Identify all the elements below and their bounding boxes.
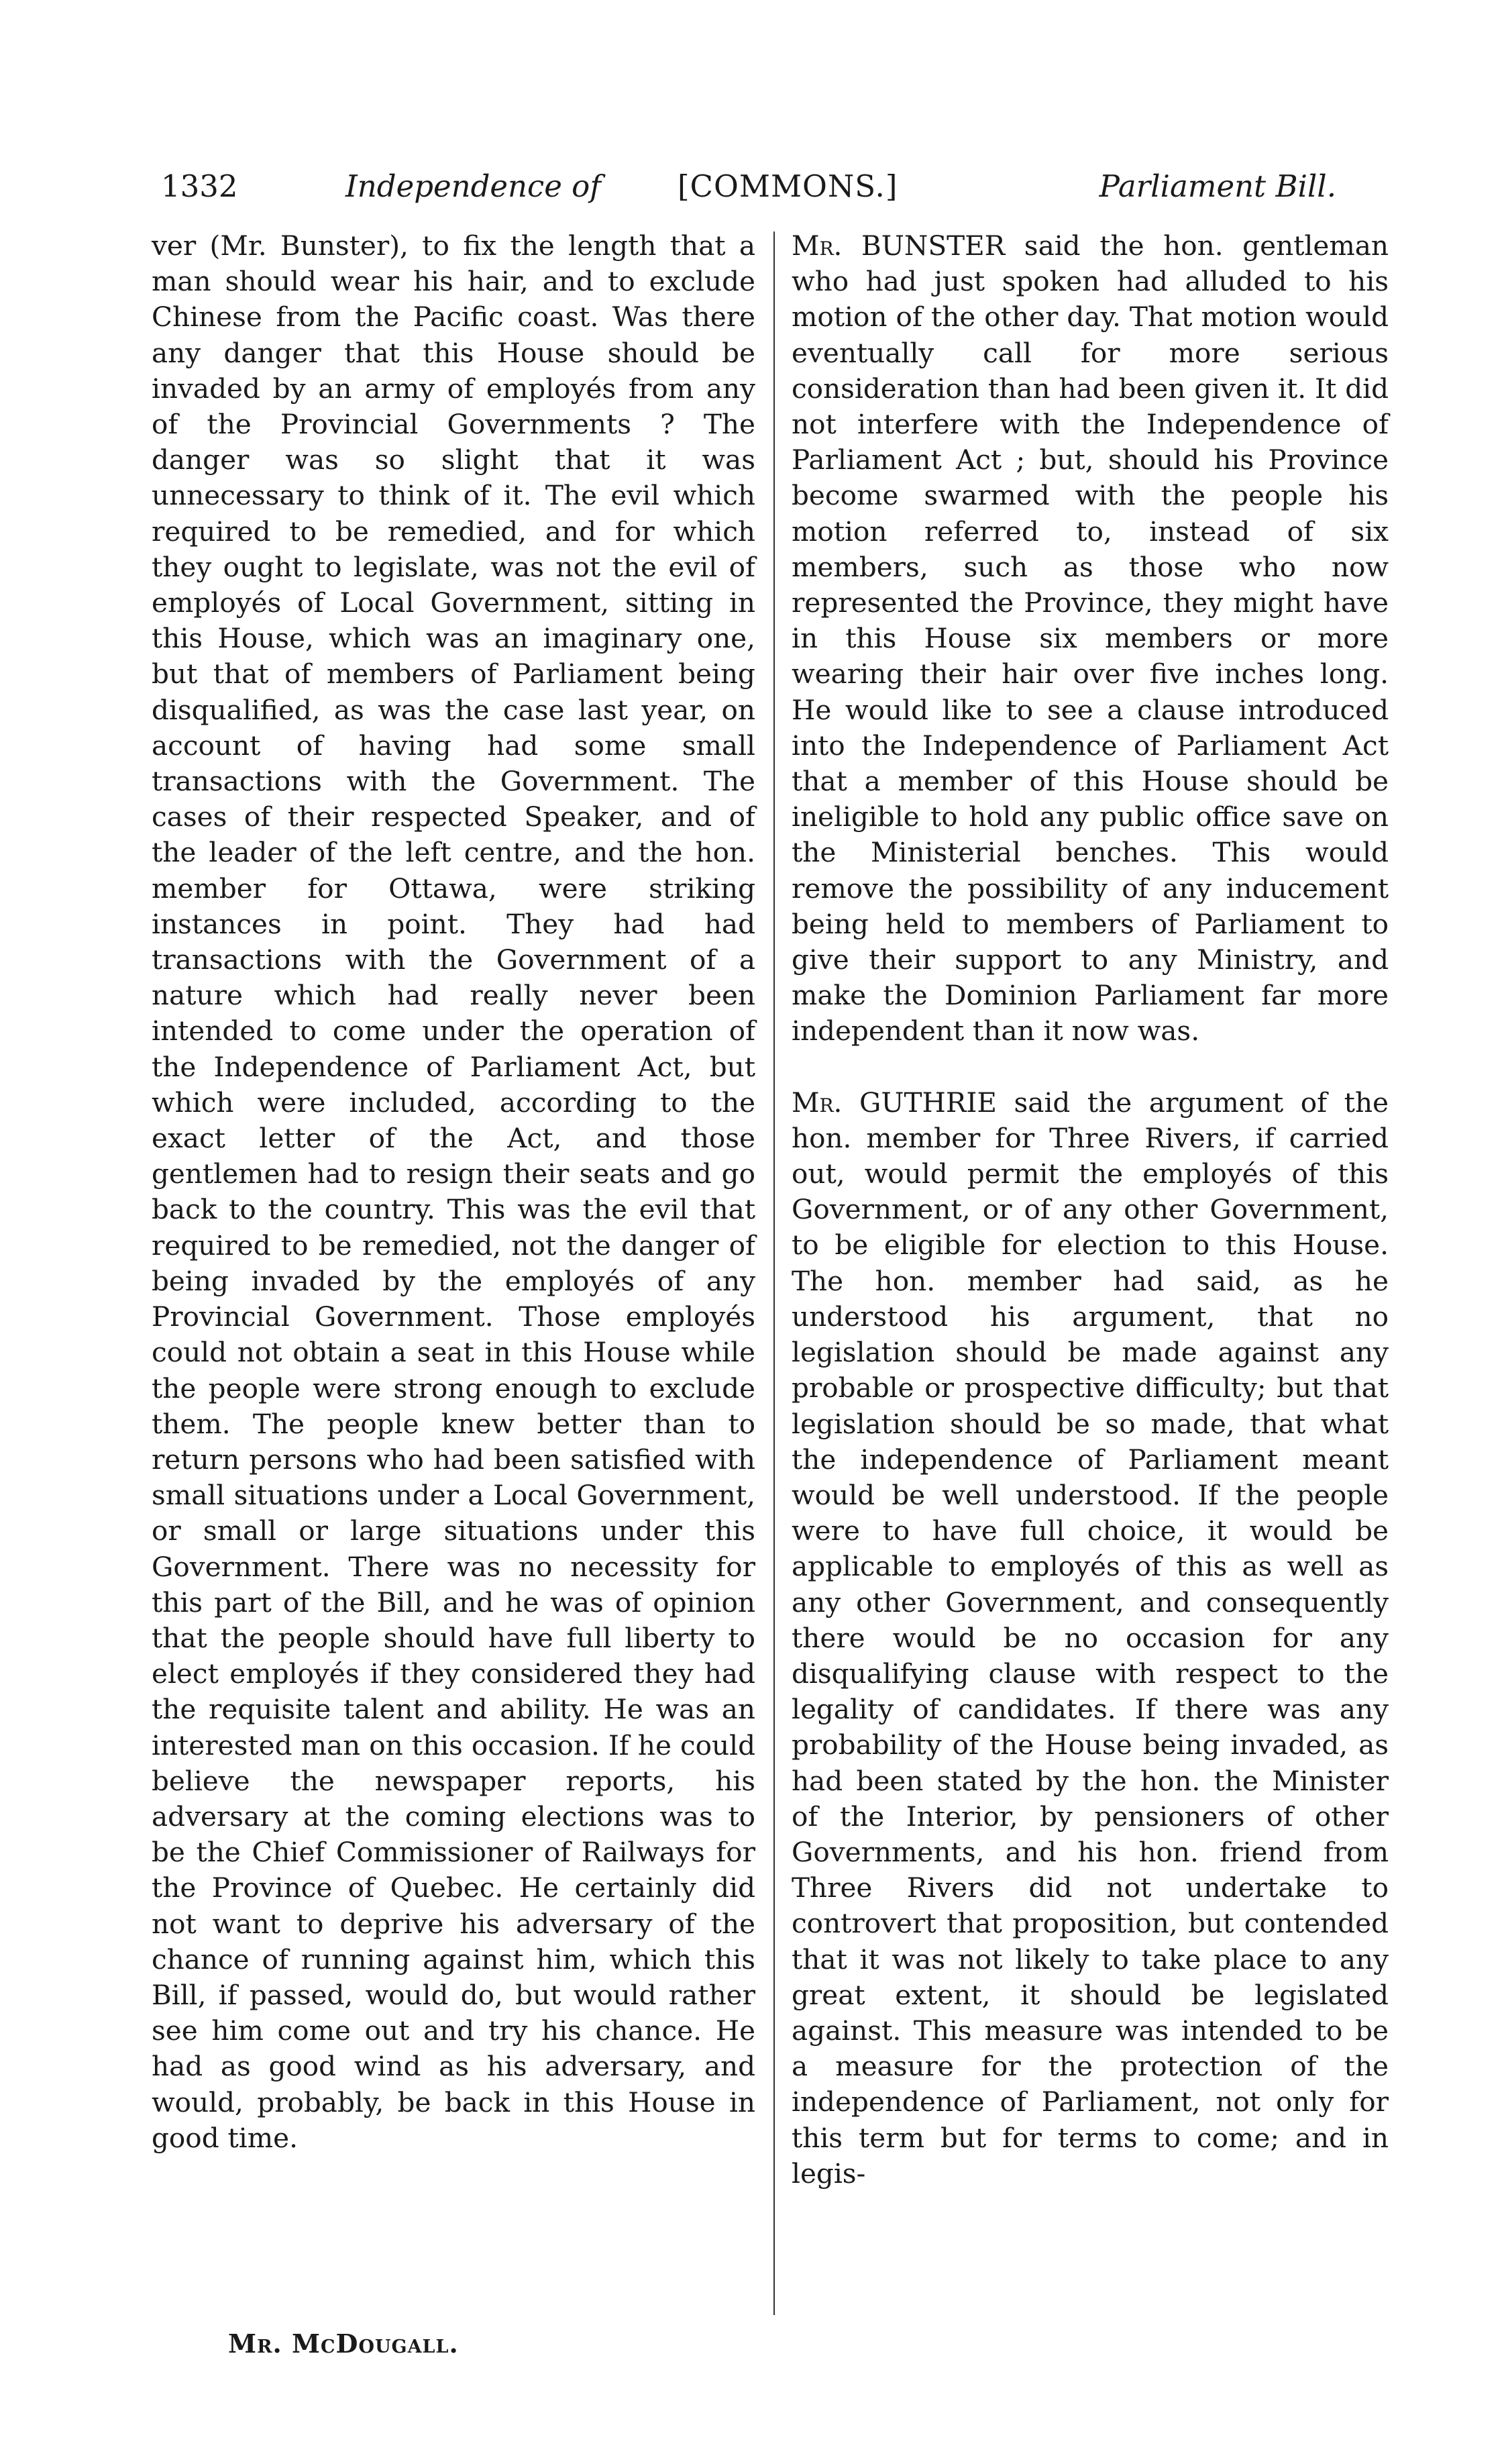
speech-text-bunster: said the hon. gentleman who had just spoken had alluded to his motion of the other day. That motion would eventually call for more serious consideration than had been given it. It did not interfere with the Independence of Parliament Act ; but, should his Province become swarmed with the people his motion referred to, instead of six members, such as those who now represented the Province, they might have in this House six members or more wearing their hair over five inches long. He would like to see a clause introduced into the Independence of Parliament Act that a member of this House should be ineligible to hold any public office save on the Ministerial benches. This would remove the possibility of any inducement being held to members of Parliament to give their support to any Ministry, and make the Dominion Parliament far more independent than it now was.	[792, 229, 1389, 1047]
right-column	[792, 228, 1389, 2192]
page-number: 1332	[161, 168, 238, 204]
right-paragraph-2	[792, 1085, 1389, 2192]
header-center-title: [COMMONS.]	[678, 168, 898, 204]
running-header	[161, 166, 1336, 207]
column-divider	[773, 232, 775, 2315]
speech-text-guthrie: said the argument of the hon. member for Three Rivers, if carried out, would permit the employés of this Government, or of any other Government, to be eligible for election to this House. The hon. member had said, as he understood his argument, that no legislation should be made against any probable or prospective difficulty; but that legislation should be so made, that what the independence of Parliament meant would be well understood. If the people were to have full choice, it would be applicable to employés of this as well as any other Government, and consequently there would be no occasion for any disqualifying clause with respect to the legality of candidates. If there was any probability of the House being invaded, as had been stated by the hon. the Minister of the Interior, by pensioners of other Governments, and his hon. friend from Three Rivers did not undertake to controvert that proposition, but contended that it was not likely to take place to any great extent, it should be legislated against. This measure was intended to be a measure for the protection of the independence of Parliament, not only for this term but for terms to come; and in legis-	[792, 1086, 1389, 2190]
header-left-title: Independence of	[345, 168, 601, 204]
speaker-name-guthrie: Mr. GUTHRIE	[792, 1086, 997, 1119]
right-paragraph-1	[792, 228, 1389, 1049]
catchword: Mr. McDougall.	[228, 2328, 459, 2359]
left-paragraph-1: ver (Mr. Bunster), to fix the length that a man should wear his hair, and to exclude Chinese from the Pacific coast. Was there any danger that this House should be invaded by an army of employés from any of the Provincial Governments ? The danger was so slight that it was unnecessary to think of it. The evil which required to be remedied, and for which they ought to legislate, was not the evil of employés of Local Government, sitting in this House, which was an imaginary one, but that of members of Parliament being disqualified, as was the case last year, on account of having had some small transactions with the Government. The cases of their respected Speaker, and of the leader of the left centre, and the hon. member for Ottawa, were striking instances in point. They had had transactions with the Government of a nature which had really never been intended to come under the operation of the Independence of Parliament Act, but which were included, according to the exact letter of the Act, and those gentlemen had to resign their seats and go back to the country. This was the evil that required to be remedied, not the danger of being invaded by the employés of any Provincial Government. Those employés could not obtain a seat in this House while the people were strong enough to exclude them. The people knew better than to return persons who had been satisfied with small situations under a Local Government, or small or large situations under this Government. There was no necessity for this part of the Bill, and he was of opinion that the people should have full liberty to elect employés if they considered they had the requisite talent and ability. He was an interested man on this occasion. If he could believe the newspaper reports, his adversary at the coming elections was to be the Chief Commissioner of Railways for the Province of Quebec. He certainly did not want to deprive his adversary of the chance of running against him, which this Bill, if passed, would do, but would rather see him come out and try his chance. He had as good wind as his adversary, and would, probably, be back in this House in good time.	[152, 229, 755, 2154]
left-column	[152, 228, 755, 2156]
speaker-name-bunster: Mr. BUNSTER	[792, 229, 1006, 262]
header-right-title: Parliament Bill.	[1099, 168, 1336, 204]
